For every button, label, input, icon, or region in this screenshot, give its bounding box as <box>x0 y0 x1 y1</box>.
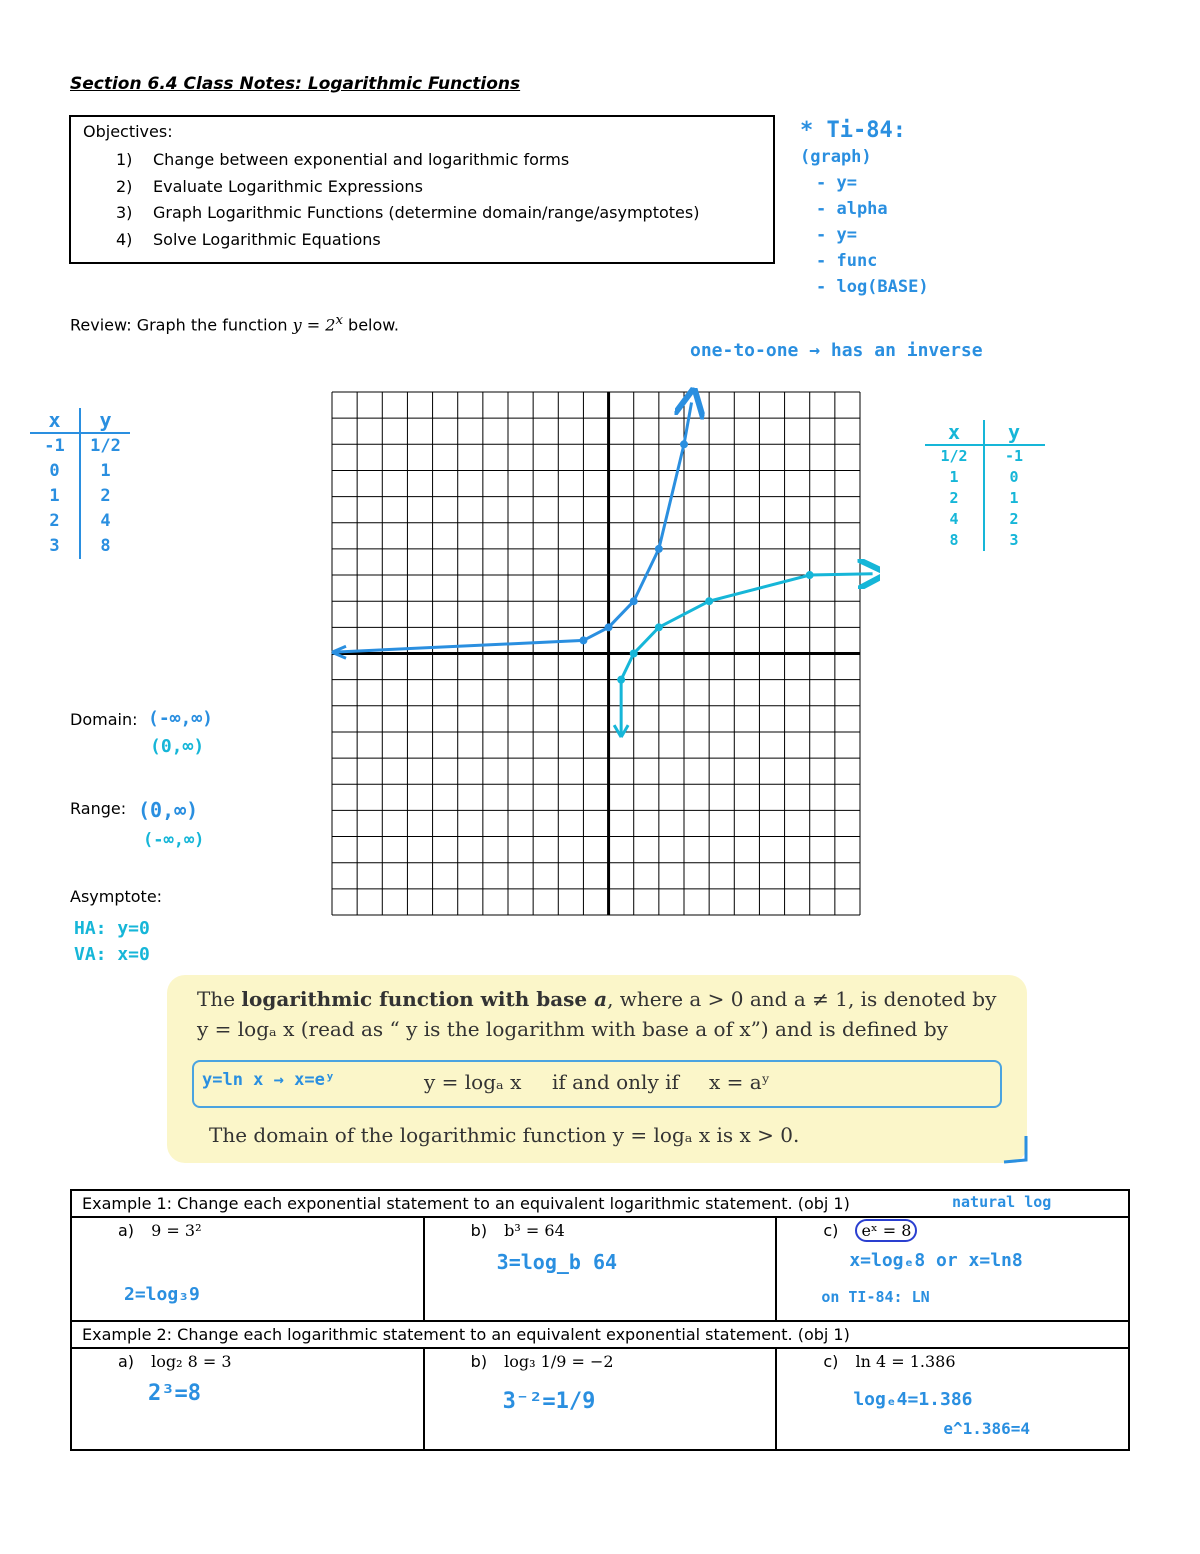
definition-rule-box <box>192 1060 1002 1108</box>
example1-c-ti84-note: on TI-84: LN <box>821 1288 930 1306</box>
rule-log-form: y = logₐ x <box>424 1070 522 1094</box>
example1-c: c) eˣ = 8 x=logₑ8 or x=ln8 on TI-84: LN <box>776 1217 1129 1321</box>
log-point <box>630 650 638 658</box>
definition-line-1: The logarithmic function with base a, where a > 0 and a ≠ 1, is denoted by <box>197 987 997 1011</box>
corner-mark <box>1000 1132 1034 1168</box>
exp-point <box>605 623 613 631</box>
log-point <box>617 676 625 684</box>
review-prompt: Review: Graph the function $y = 2^x$ below. <box>70 313 399 335</box>
domain-log-answer: (0,∞) <box>150 736 205 757</box>
exp-point <box>630 597 638 605</box>
asymptote-va: VA: x=0 <box>74 944 150 965</box>
table-exp: x y -1 0 1 2 3 1/2 1 2 4 8 <box>30 408 130 559</box>
example2-a-answer: 2³=8 <box>148 1381 201 1406</box>
example1-b: b) b³ = 64 3=log_b 64 <box>424 1217 777 1321</box>
example1-heading: Example 1: Change each exponential statement to an equivalent logarithmic statement. (obj 1) natural log <box>71 1190 1129 1217</box>
domain-label: Domain: <box>70 710 138 729</box>
range-exp-answer: (0,∞) <box>138 798 199 822</box>
log-point <box>655 623 663 631</box>
example2-a: a) log₂ 8 = 3 2³=8 <box>71 1348 424 1450</box>
examples-table <box>70 1189 1130 1451</box>
range-label: Range: <box>70 799 127 818</box>
example1-a-answer: 2=log₃9 <box>124 1284 200 1305</box>
example1-b-answer: 3=log_b 64 <box>496 1250 618 1274</box>
one-to-one-note: one-to-one → has an inverse <box>690 340 983 361</box>
objective-item: 4) Solve Logarithmic Equations <box>116 229 381 249</box>
objective-item: 1) Change between exponential and logarithmic forms <box>116 150 570 169</box>
log-point <box>705 597 713 605</box>
exp-point <box>680 440 688 448</box>
example2-c-answer: logₑ4=1.386 <box>853 1389 973 1410</box>
definition-box <box>167 975 1027 1163</box>
objectives-heading: Objectives: <box>83 122 173 141</box>
example1-a: a) 9 = 3² 2=log₃9 <box>71 1217 424 1321</box>
asymptote-ha: HA: y=0 <box>74 918 150 939</box>
objectives-box <box>69 115 775 264</box>
objective-item: 3) Graph Logarithmic Functions (determine domain/range/asymptotes) <box>116 203 700 222</box>
example1-c-answer: x=logₑ8 or x=ln8 <box>849 1250 1023 1271</box>
domain-exp-answer: (-∞,∞) <box>148 708 214 729</box>
objectives-list <box>116 147 699 253</box>
ti84-notes: * Ti-84: (graph) - y= - alpha - y= - func - log(BASE) <box>800 118 929 297</box>
definition-line-2: y = logₐ x (read as “ y is the logarithm with base a of x”) and is defined by <box>197 1017 948 1041</box>
example2-b-answer: 3⁻²=1/9 <box>502 1389 596 1414</box>
exp-point <box>655 545 663 553</box>
page-title: Section 6.4 Class Notes: Logarithmic Functions <box>70 74 521 94</box>
objective-item: 2) Evaluate Logarithmic Expressions <box>116 176 423 196</box>
rule-exp-form: x = aʸ <box>709 1070 771 1094</box>
table-log: x y 1/2 1 2 4 8 -1 0 1 2 3 <box>925 420 1045 551</box>
natural-log-note: natural log <box>952 1193 1052 1211</box>
example2-c: c) ln 4 = 1.386 logₑ4=1.386 e^1.386=4 <box>776 1348 1129 1450</box>
log-point <box>806 571 814 579</box>
rule-iff: if and only if <box>552 1070 679 1094</box>
handwritten-ln-note: y=ln x → x=eʸ <box>202 1070 336 1090</box>
asymptote-label: Asymptote: <box>70 887 163 906</box>
example2-b: b) log₃ 1/9 = −2 3⁻²=1/9 <box>424 1348 777 1450</box>
example2-heading: Example 2: Change each logarithmic statement to an equivalent exponential statement. (obj 1) <box>71 1321 1129 1348</box>
example2-c-answer-2: e^1.386=4 <box>943 1419 1031 1438</box>
grid <box>332 392 860 915</box>
coordinate-graph <box>320 380 880 925</box>
range-log-answer: (-∞,∞) <box>143 830 205 850</box>
definition-domain-line: The domain of the logarithmic function y = logₐ x is x > 0. <box>209 1123 800 1147</box>
exp-point <box>579 636 587 644</box>
exp-curve <box>332 402 692 652</box>
